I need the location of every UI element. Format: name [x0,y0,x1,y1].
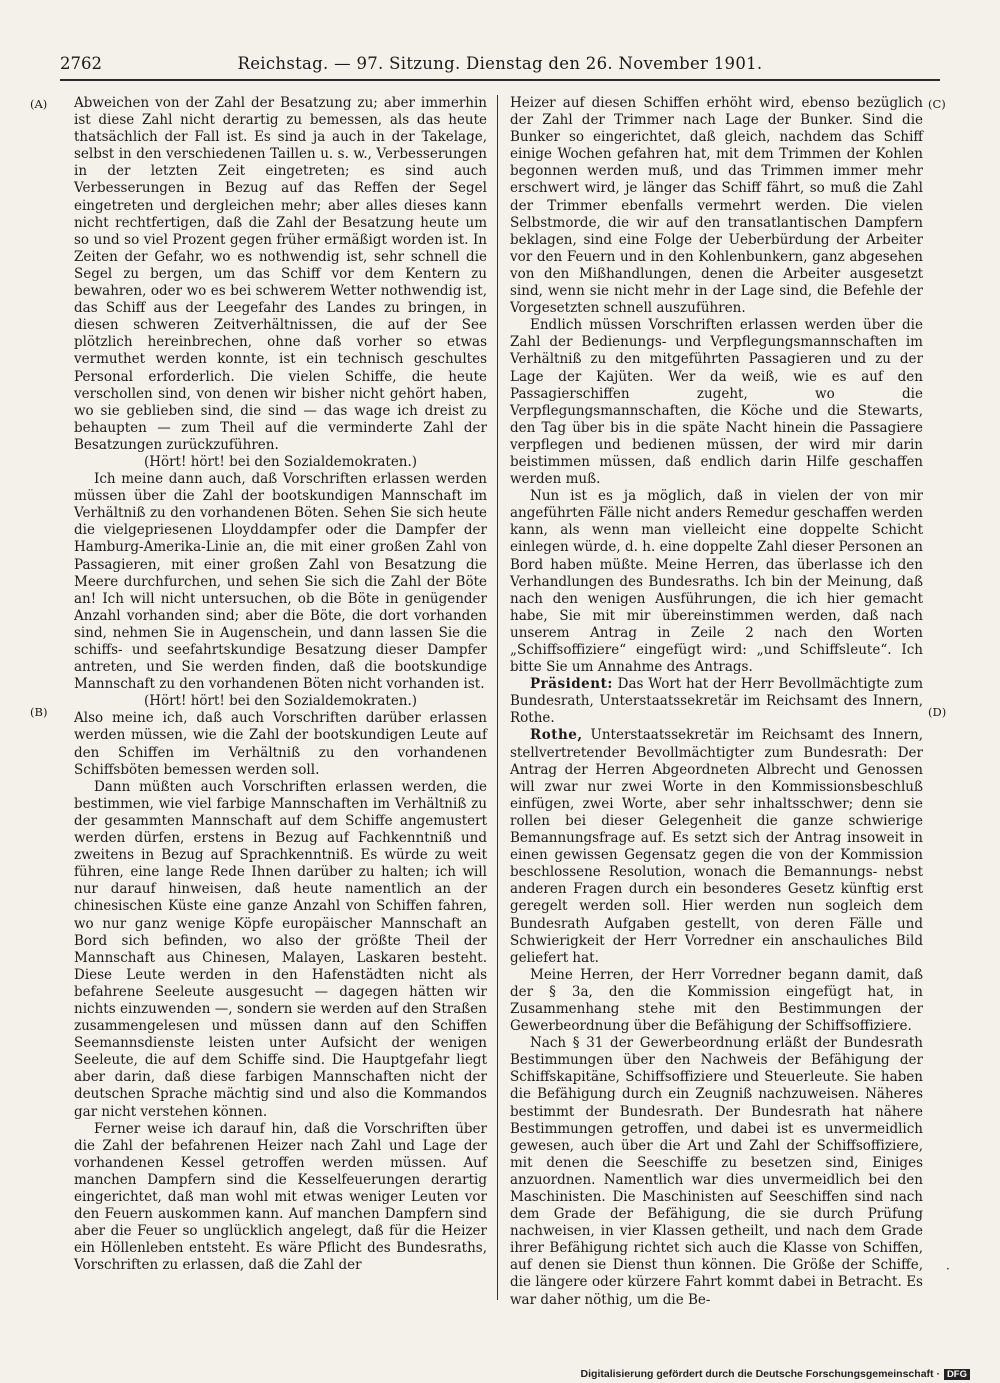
speech-text: Das Wort hat der Herr Bevollmächtigte zum Bundesrath, Unterstaatssekretär im Reichsamt des Innern, Rothe. [510,676,923,727]
paragraph: Ich meine dann auch, daß Vorschriften erlassen werden müssen über die Zahl der bootskundigen Mannschaft im Verhältniß zu den vorhandenen Böten. Sehen Sie sich heute die vielgepriesenen Lloyddampfer oder die Dampfer der Hamburg-Amerika-Linie an, die mit einer großen Zahl von Passagieren, mit einer großen Zahl von Besatzung die Meere durchfurchen, und sehen Sie sich die Zahl der Böte an! Ich will nicht untersuchen, ob die Böte in genügender Anzahl vorhanden sind; aber die Böte, die dort vorhanden sind, nehmen Sie in Augenschein, und dann lassen Sie die schiffs- und seefahrtskundige Besatzung dieser Dampfer antreten, und Sie werden finden, daß die bootskundige Mannschaft zu den vorhandenen Böten nicht vorhanden ist. [74,471,487,693]
left-column [74,95,487,1274]
header-rule [60,79,940,81]
paragraph [510,676,923,727]
digitization-footer [581,1368,970,1380]
paragraph: Nach § 31 der Gewerbeordnung erläßt der Bundesrath Bestimmungen über den Nachweis der Befähigung der Schiffskapitäne, Schiffsoffiziere und Steuerleute. Sie haben die Befähigung durch ein Zeugniß nachzuweisen. Näheres bestimmt der Bundesrath. Der Bundesrath hat nähere Bestimmungen getroffen, und dabei ist es unvermeidlich gewesen, auch über die Art und Zahl der Schiffsoffiziere, mit denen die Seeschiffe zu besetzen sind, Einiges anzuordnen. Namentlich war dies unvermeidlich bei den Maschinisten. Die Maschinisten auf Seeschiffen sind nach dem Grade der Befähigung, die sie durch Prüfung nachweisen, in vier Klassen getheilt, und nach dem Grade ihrer Befähigung richtet sich auch die Klasse von Schiffen, auf denen sie Dienst thun können. Die Größe der Schiffe, die längere oder kürzere Fahrt kommt dabei in Betracht. Es war daher nöthig, um die Be- [510,1035,923,1308]
dfg-logo: DFG [944,1369,970,1380]
paragraph: Heizer auf diesen Schiffen erhöht wird, ebenso bezüglich der Zahl der Trimmer nach Lage der Bunker. Sind die Bunker so eingerichtet, daß gleich, nachdem das Schiff einige Wochen gefahren hat, mit dem Trimmen der Kohlen begonnen werden muß, und das Trimmen immer mehr erschwert wird, je länger das Schiff fährt, so muß die Zahl der Trimmer ebenfalls vermehrt werden. Die vielen Selbstmorde, die wir auf den transatlantischen Dampfern beklagen, sind eine Folge der Ueberbürdung der Arbeiter vor den Feuern und in den Kohlenbunkern, ganz abgesehen von den Mißhandlungen, denen die Arbeiter ausgesetzt sind, wenn sie nicht mehr in der Lage sind, die Befehle der Vorgesetzten schnell auszuführen. [510,95,923,317]
speech-text: Unterstaatssekretär im Reichsamt des Innern, stellvertretender Bevollmächtigter zum Bundesrath: Der Antrag der Herren Abgeordneten Albrecht und Genossen will zwar nur zwei Worte in den Kommissionsbeschluß einfügen, zwei Worte, aber sehr inhaltsschwer; denn sie rollen bei dieser Gelegenheit die ganze schwierige Bemannungsfrage auf. Es setzt sich der Antrag insoweit in einen gewissen Gegensatz gegen die von der Kommission beschlossene Resolution, wonach die Bemannungs- nebst anderen Fragen durch ein besonderes Gesetz künftig erst geregelt werden soll. Hier werden nun sogleich dem Bundesrath Aufgaben gestellt, von deren Fälle und Schwierigkeit der Herr Vorredner ein anschauliches Bild geliefert hat. [510,727,923,966]
margin-marker-b: (B) [30,705,48,719]
margin-dot: · [946,1262,950,1276]
interjection: (Hört! hört! bei den Sozialdemokraten.) [143,693,418,710]
paragraph: Ferner weise ich darauf hin, daß die Vorschriften über die Zahl der befahrenen Heizer nach Zahl und Lage der vorhandenen Kessel getroffen werden müssen. Auf manchen Dampfern sind die Kesselfeuerungen derartig eingerichtet, daß man wohl mit etwas weniger Leuten vor den Feuern auskommen kann. Auf manchen Dampfern sind aber die Feuer so unglücklich angelegt, daß für die Heizer ein Höllenleben entsteht. Es wäre Pflicht des Bundesraths, Vorschriften zu erlassen, daß die Zahl der [74,1120,487,1274]
paragraph [510,727,923,966]
margin-marker-a: (A) [30,97,48,111]
paragraph: Dann müßten auch Vorschriften erlassen werden, die bestimmen, wie viel farbige Mannschaften im Verhältniß zu der gesammten Mannschaft auf dem Schiffe angemustert werden dürfen, erstens in Bezug auf Fachkenntniß und zweitens in Bezug auf Sprachkenntniß. Es würde zu weit führen, eine lange Rede Ihnen darüber zu halten; ich will nur darauf hinweisen, daß heute namentlich an der chinesischen Küste eine ganze Anzahl von Schiffen fahren, wo nur ganz wenige Köpfe europäischer Mannschaft an Bord sich befinden, wo also der größte Theil der Mannschaft aus Chinesen, Malayen, Laskaren besteht. Diese Leute werden in den Hafenstädten nicht als befahrene Seeleute ausgesucht — dagegen hätten wir nichts einzuwenden —, sondern sie werden auf den Straßen zusammengelesen und müssen dann auf den Schiffen Seemannsdienste leisten unter Aufsicht der wenigen Seeleute, die auf dem Schiffe sind. Die Hauptgefahr liegt aber darin, daß diese farbigen Mannschaften nicht der deutschen Sprache mächtig sind und also die Kommandos gar nicht verstehen können. [74,778,487,1120]
margin-marker-d: (D) [928,705,947,719]
right-column [510,95,923,1309]
page-number: 2762 [60,54,102,73]
footer-text: Digitalisierung gefördert durch die Deutsche Forschungsgemeinschaft · [580,1368,940,1380]
interjection: (Hört! hört! bei den Sozialdemokraten.) [143,453,418,470]
page-title: Reichstag. — 97. Sitzung. Dienstag den 26. November 1901. [237,54,763,73]
column-divider [497,95,498,1300]
paragraph: Also meine ich, daß auch Vorschriften darüber erlassen werden müssen, wie die Zahl der bootskundigen Leute auf den Schiffen im Verhältniß zu den vorhandenen Schiffsböten bemessen werden soll. [74,710,487,778]
paragraph: Endlich müssen Vorschriften erlassen werden über die Zahl der Bedienungs- und Verpflegungsmannschaften im Verhältniß zu den mitgeführten Passagieren und zu der Lage der Kajüten. Wer da weiß, wie es auf den Passagierschiffen zugeht, wo die Verpflegungsmannschaften, die Köche und die Stewarts, den Tag über bis in die späte Nacht hinein die Passagiere verpflegen und bedienen müssen, der wird mir darin beistimmen müssen, daß endlich darin Hilfe geschaffen werden muß. [510,317,923,488]
speaker-name: Präsident: [530,676,613,693]
margin-marker-c: (C) [928,97,946,111]
page-header [60,50,940,78]
paragraph: Meine Herren, der Herr Vorredner begann damit, daß der § 3a, den die Kommission eingefügt hat, in Zusammenhang stehe mit den Bestimmungen der Gewerbeordnung über die Befähigung der Schiffsoffiziere. [510,966,923,1035]
speaker-name: Rothe, [530,727,583,744]
paragraph: Abweichen von der Zahl der Besatzung zu; aber immerhin ist diese Zahl nicht derartig zu bemessen, als das heute thatsächlich der Fall ist. Es sind ja auch in der Takelage, selbst in den verschiedenen Taillen u. s. w., Verbesserungen in der letzten Zeit eingetreten; es sind auch Verbesserungen in Bezug auf das Reffen der Segel eingetreten und dergleichen mehr; aber alles dieses kann nicht rechtfertigen, daß die Zahl der Besatzung heute um so und so viel Prozent gegen früher ermäßigt worden ist. In Zeiten der Gefahr, wo es nothwendig ist, sehr schnell die Segel zu bergen, um das Schiff vor dem Kentern zu bewahren, oder wo es bei schwerem Wetter nothwendig ist, das Schiff aus der Leegefahr des Landes zu bringen, in diesen schweren Zeitverhältnissen, die auf der See plötzlich hereinbrechen, ohne daß vorher so etwas vermuthet werden konnte, ist ein technisch geschultes Personal erforderlich. Die vielen Schiffe, die heute verschollen sind, von denen wir bisher nicht gehört haben, wo sie geblieben sind, die sind — das wage ich dreist zu behaupten — zum Theil auf die verminderte Zahl der Besatzungen zurückzuführen. [74,95,487,453]
paragraph: Nun ist es ja möglich, daß in vielen der von mir angeführten Fälle nicht anders Remedur geschaffen werden kann, als wenn man vielleicht eine doppelte Schicht einlegen würde, d. h. eine doppelte Zahl dieser Personen an Bord haben müßte. Meine Herren, das überlasse ich den Verhandlungen des Bundesraths. Ich bin der Meinung, daß nach den wenigen Ausführungen, die ich hier gemacht habe, Sie mit mir übereinstimmen werden, daß nach unserem Antrag in Zeile 2 nach den Worten „Schiffsoffiziere“ eingefügt wird: „und Schiffsleute“. Ich bitte Sie um Annahme des Antrags. [510,488,923,676]
